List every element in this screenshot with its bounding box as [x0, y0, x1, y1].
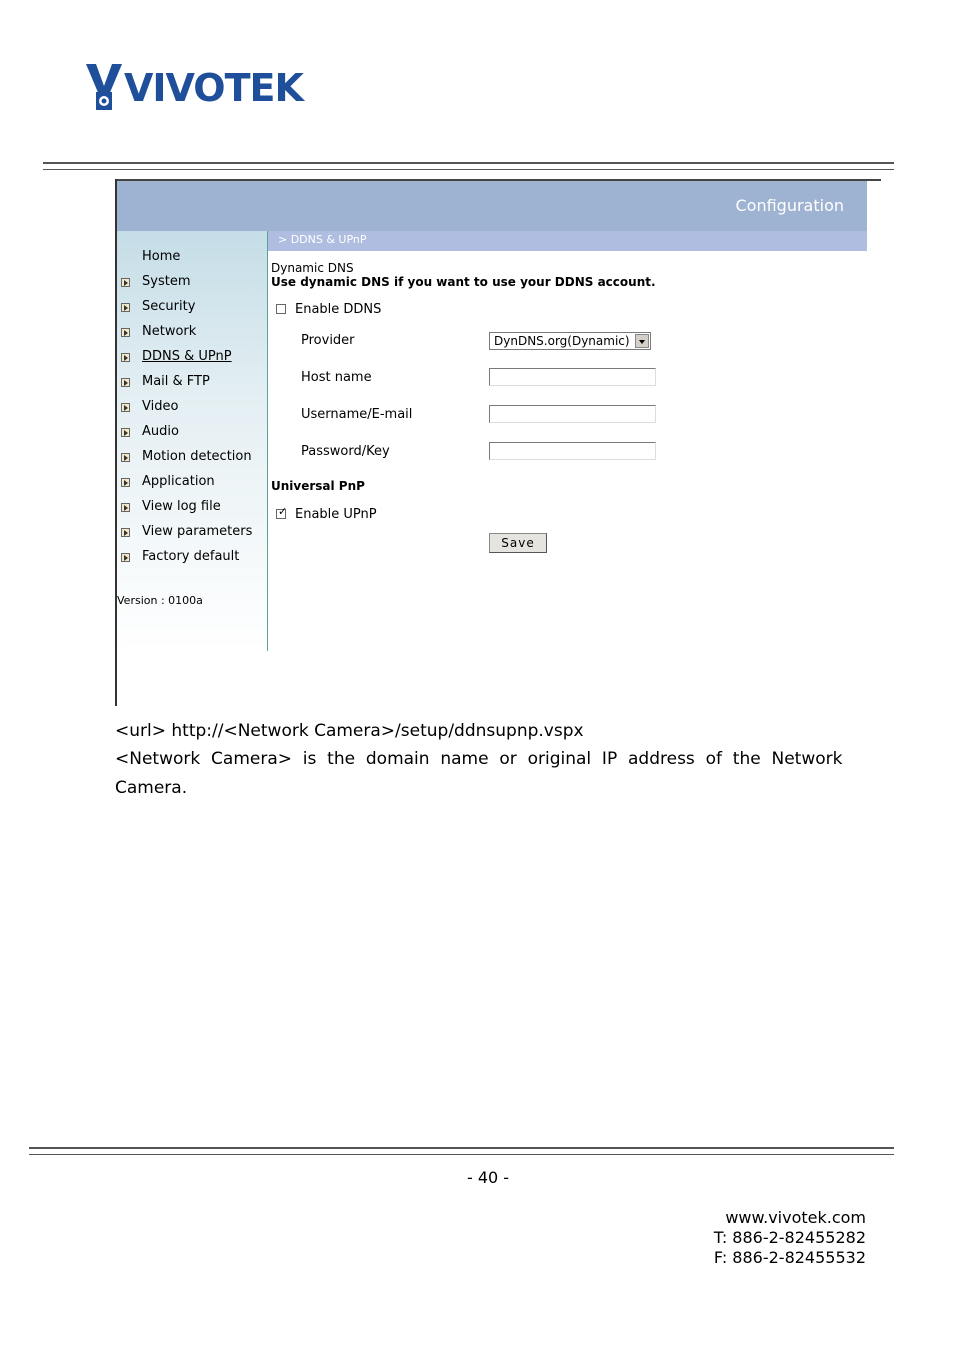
ddns-heading: Dynamic DNS	[271, 261, 354, 275]
page-number: - 40 -	[467, 1168, 510, 1187]
top-divider	[43, 162, 894, 170]
arrow-right-icon	[121, 503, 130, 512]
sidebar	[117, 231, 267, 651]
sidebar-item-application[interactable]: Application	[142, 474, 215, 489]
host-name-input[interactable]	[489, 368, 656, 386]
password-label: Password/Key	[301, 444, 390, 459]
logo-wordmark: VIVOTEK	[124, 66, 303, 110]
provider-select[interactable]	[489, 332, 651, 350]
password-input[interactable]	[489, 442, 656, 460]
sidebar-item-mail-ftp[interactable]: Mail & FTP	[142, 374, 210, 389]
breadcrumb: > DDNS & UPnP	[278, 233, 367, 246]
enable-ddns-checkbox[interactable]	[276, 304, 286, 314]
sidebar-divider	[267, 231, 268, 651]
sidebar-item-view-parameters[interactable]: View parameters	[142, 524, 253, 539]
url-line: <url> http://<Network Camera>/setup/ddnsupnp.vspx	[115, 721, 584, 741]
save-button[interactable]: Save	[489, 533, 547, 553]
config-title: Configuration	[735, 196, 844, 215]
footer-fax: F: 886-2-82455532	[713, 1248, 866, 1267]
enable-upnp-label: Enable UPnP	[295, 507, 377, 522]
arrow-right-icon	[121, 328, 130, 337]
footer-contact	[714, 1208, 866, 1268]
arrow-right-icon	[121, 303, 130, 312]
bottom-divider	[29, 1147, 894, 1155]
description-line-2: Camera.	[115, 778, 188, 798]
sidebar-item-ddns-upnp[interactable]: DDNS & UPnP	[142, 349, 232, 364]
username-label: Username/E-mail	[301, 407, 413, 422]
sidebar-item-network[interactable]: Network	[142, 324, 197, 339]
enable-ddns-label: Enable DDNS	[295, 302, 382, 317]
arrow-right-icon	[121, 478, 130, 487]
sidebar-item-system[interactable]: System	[142, 274, 191, 289]
sidebar-item-home[interactable]: Home	[142, 249, 181, 264]
camera-logo-icon	[84, 62, 124, 114]
footer-website: www.vivotek.com	[725, 1208, 866, 1227]
vivotek-logo	[84, 62, 303, 114]
version-label: Version : 0100a	[117, 594, 203, 607]
arrow-right-icon	[121, 553, 130, 562]
arrow-right-icon	[121, 528, 130, 537]
chevron-down-icon[interactable]	[635, 334, 649, 348]
sidebar-item-video[interactable]: Video	[142, 399, 179, 414]
arrow-right-icon	[121, 453, 130, 462]
arrow-right-icon	[121, 378, 130, 387]
enable-upnp-checkbox[interactable]	[276, 505, 288, 519]
sidebar-item-security[interactable]: Security	[142, 299, 196, 314]
sidebar-item-motion-detection[interactable]: Motion detection	[142, 449, 252, 464]
sidebar-item-factory-default[interactable]: Factory default	[142, 549, 240, 564]
arrow-right-icon	[121, 278, 130, 287]
ddns-description: Use dynamic DNS if you want to use your DDNS account.	[271, 275, 656, 289]
sidebar-item-audio[interactable]: Audio	[142, 424, 179, 439]
sidebar-item-view-log-file[interactable]: View log file	[142, 499, 221, 514]
arrow-right-icon	[121, 403, 130, 412]
description-line-1: <Network Camera> is the domain name or original IP address of the Network	[115, 749, 843, 769]
check-icon: ✓	[278, 505, 288, 518]
username-input[interactable]	[489, 405, 656, 423]
provider-value: DynDNS.org(Dynamic)	[494, 334, 630, 348]
arrow-right-icon	[121, 353, 130, 362]
provider-label: Provider	[301, 333, 355, 348]
arrow-right-icon	[121, 428, 130, 437]
host-name-label: Host name	[301, 370, 372, 385]
footer-phone: T: 886-2-82455282	[713, 1228, 866, 1247]
upnp-heading: Universal PnP	[271, 479, 365, 493]
